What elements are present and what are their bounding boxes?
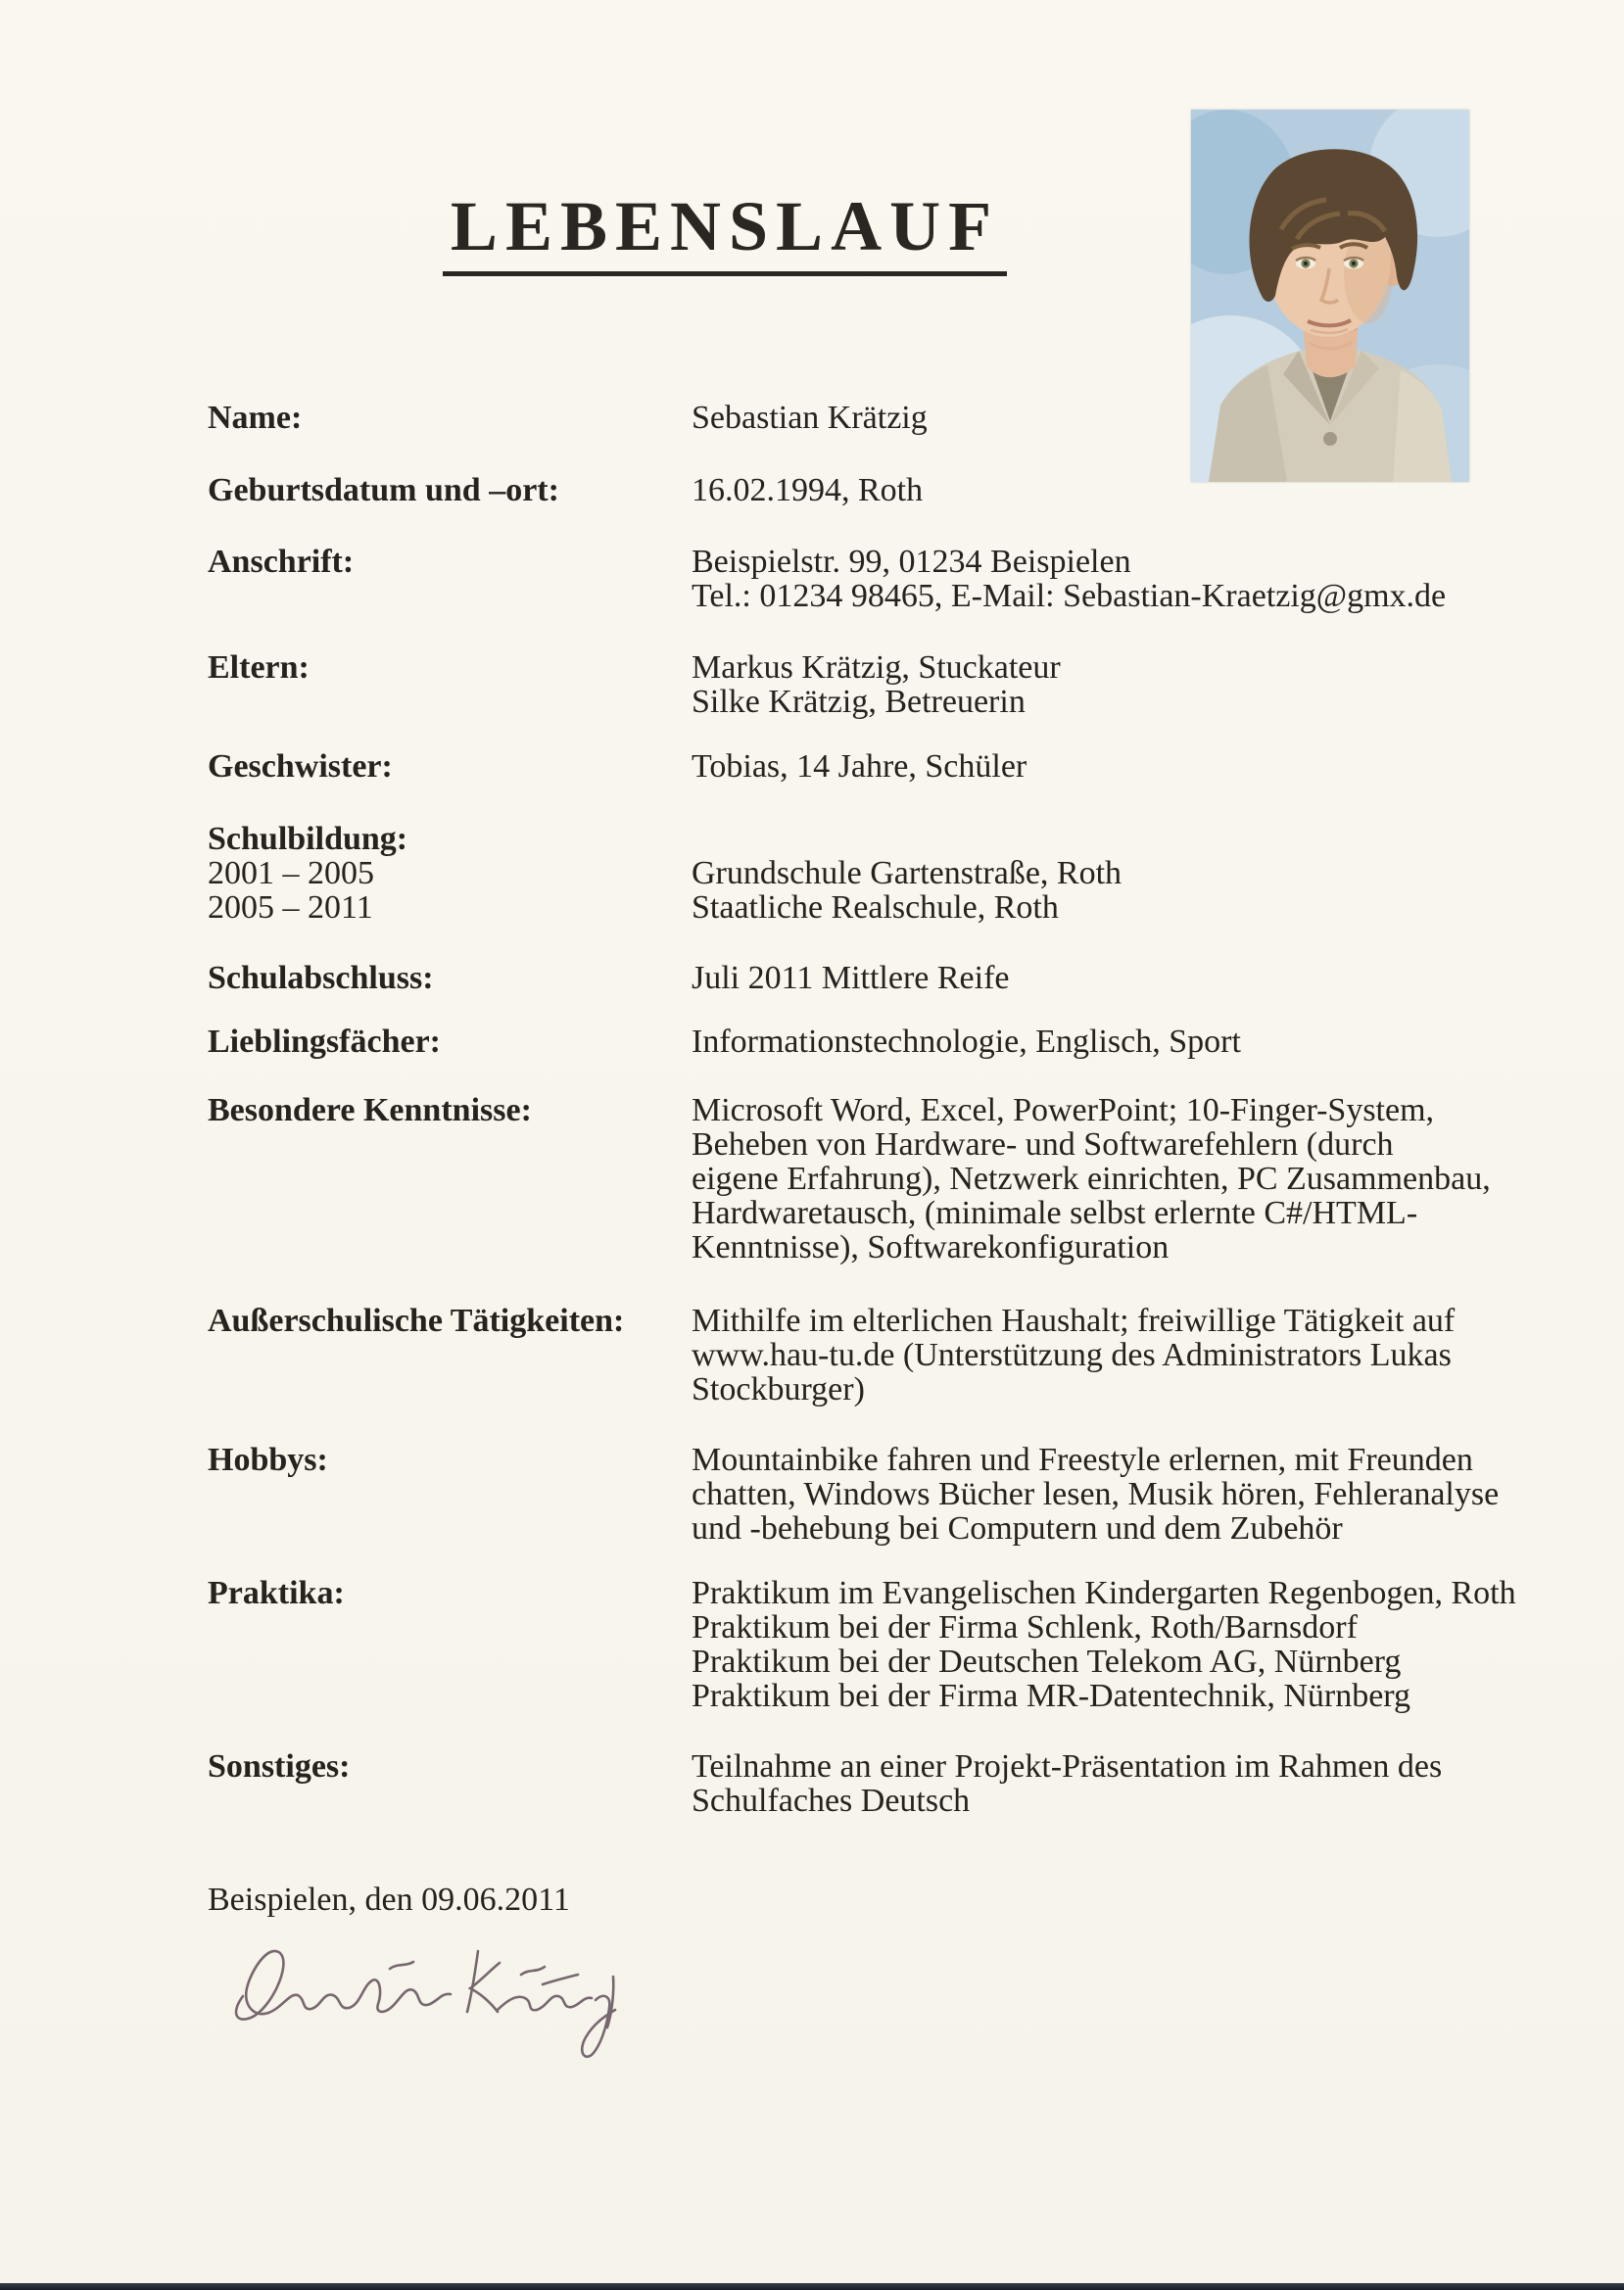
cv-value-line: und -behebung bei Computern und dem Zubehör bbox=[692, 1510, 1343, 1547]
cv-value-line: Sebastian Krätzig bbox=[692, 400, 928, 436]
cv-value-line: chatten, Windows Bücher lesen, Musik hören, Fehleranalyse bbox=[692, 1476, 1500, 1512]
cv-row-extracurricular bbox=[208, 1304, 1510, 1407]
cv-row-special-skills bbox=[208, 1093, 1510, 1264]
cv-value-line: Praktikum bei der Deutschen Telekom AG, Nürnberg bbox=[692, 1644, 1402, 1680]
cv-row-miscellaneous bbox=[208, 1749, 1510, 1818]
cv-label: Hobbys: bbox=[208, 1442, 328, 1478]
cv-label: Geschwister: bbox=[208, 748, 393, 785]
city-date-line: Beispielen, den 09.06.2011 bbox=[208, 1882, 570, 1918]
cv-row-graduation bbox=[208, 961, 1510, 995]
cv-value-line: Juli 2011 Mittlere Reife bbox=[692, 960, 1010, 996]
cv-value-line: Staatliche Realschule, Roth bbox=[692, 889, 1059, 926]
signature bbox=[206, 1922, 627, 2074]
cv-label: Außerschulische Tätigkeiten: bbox=[208, 1303, 625, 1339]
cv-value-line: Stockburger) bbox=[692, 1371, 865, 1407]
cv-value-line: Praktikum bei der Firma Schlenk, Roth/Barnsdorf bbox=[692, 1609, 1358, 1646]
cv-value-line: Hardwaretausch, (minimale selbst erlernte C#/HTML- bbox=[692, 1195, 1418, 1231]
cv-row-education bbox=[208, 822, 1510, 925]
cv-label: Name: bbox=[208, 400, 303, 436]
cv-label: Geburtsdatum und –ort: bbox=[208, 472, 559, 508]
cv-row-favorite-subjects bbox=[208, 1025, 1510, 1059]
cv-value-line: 16.02.1994, Roth bbox=[692, 472, 924, 508]
cv-row-name bbox=[208, 401, 1510, 435]
cv-value-line: Tel.: 01234 98465, E-Mail: Sebastian-Kraetzig@gmx.de bbox=[692, 578, 1447, 614]
cv-value-line: Praktikum bei der Firma MR-Datentechnik, Nürnberg bbox=[692, 1678, 1410, 1714]
cv-label: Anschrift: bbox=[208, 544, 355, 580]
cv-label-period: 2001 – 2005 bbox=[208, 855, 374, 891]
cv-row-birth bbox=[208, 473, 1510, 507]
cv-label: Praktika: bbox=[208, 1575, 345, 1611]
cv-value-line: Silke Krätzig, Betreuerin bbox=[692, 684, 1026, 720]
cv-label: Sonstiges: bbox=[208, 1748, 351, 1785]
cv-value-line: Informationstechnologie, Englisch, Sport bbox=[692, 1024, 1241, 1060]
cv-value-line: Praktikum im Evangelischen Kindergarten Regenbogen, Roth bbox=[692, 1575, 1516, 1611]
cv-value-line: Kenntnisse), Softwarekonfiguration bbox=[692, 1229, 1170, 1265]
cv-value-line: Teilnahme an einer Projekt-Präsentation im Rahmen des bbox=[692, 1748, 1443, 1785]
cv-value-line bbox=[692, 822, 1510, 856]
cv-label: Eltern: bbox=[208, 649, 310, 686]
cv-value-line: Grundschule Gartenstraße, Roth bbox=[692, 855, 1122, 891]
cv-value-line: Tobias, 14 Jahre, Schüler bbox=[692, 748, 1027, 785]
cv-row-internships bbox=[208, 1575, 1516, 1714]
cv-label-period: 2005 – 2011 bbox=[208, 889, 373, 926]
signature-strokes bbox=[206, 1922, 627, 2074]
scan-edge-artifact bbox=[0, 2283, 1624, 2290]
cv-label: Lieblingsfächer: bbox=[208, 1024, 441, 1060]
cv-value-line: Beheben von Hardware- und Softwarefehlern (durch bbox=[692, 1126, 1394, 1163]
cv-value-line: Mountainbike fahren und Freestyle erlernen, mit Freunden bbox=[692, 1442, 1473, 1478]
page-title-text: LEBENSLAUF bbox=[443, 186, 1007, 276]
cv-value-line: Markus Krätzig, Stuckateur bbox=[692, 649, 1061, 686]
cv-value-line: eigene Erfahrung), Netzwerk einrichten, PC Zusammenbau, bbox=[692, 1161, 1491, 1197]
cv-row-parents bbox=[208, 650, 1510, 719]
cv-row-hobbies bbox=[208, 1443, 1510, 1546]
cv-label: Schulbildung: bbox=[208, 821, 408, 857]
cv-value-line: Microsoft Word, Excel, PowerPoint; 10-Finger-System, bbox=[692, 1092, 1435, 1128]
cv-label: Schulabschluss: bbox=[208, 960, 434, 996]
cv-value-line: Schulfaches Deutsch bbox=[692, 1783, 971, 1819]
cv-value-line: Beispielstr. 99, 01234 Beispielen bbox=[692, 544, 1131, 580]
cv-row-siblings bbox=[208, 749, 1510, 784]
cv-value-line: www.hau-tu.de (Unterstützung des Administrators Lukas bbox=[692, 1337, 1452, 1373]
cv-label: Besondere Kenntnisse: bbox=[208, 1092, 532, 1128]
cv-value-line: Mithilfe im elterlichen Haushalt; freiwillige Tätigkeit auf bbox=[692, 1303, 1456, 1339]
cv-row-address bbox=[208, 545, 1510, 613]
